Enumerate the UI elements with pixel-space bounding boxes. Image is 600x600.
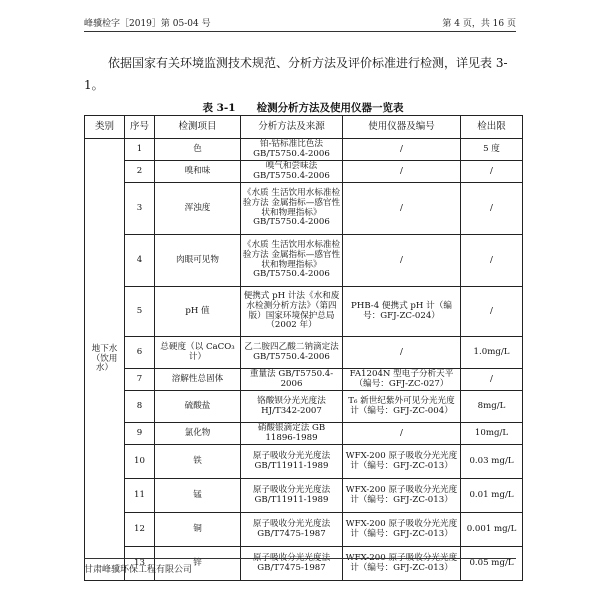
cell-instrument: /: [343, 423, 461, 445]
cell-item: 硫酸盐: [155, 391, 241, 423]
cell-no: 11: [125, 479, 155, 513]
table-row: [85, 287, 523, 337]
cell-limit: /: [461, 161, 523, 183]
cell-limit: /: [461, 235, 523, 287]
table-row: [85, 479, 523, 513]
cell-item: 铁: [155, 445, 241, 479]
cell-instrument: WFX-200 原子吸收分光光度计（编号：GFJ-ZC-013）: [343, 513, 461, 547]
page-header: [84, 16, 516, 32]
cell-method: 《水质 生活饮用水标准检验方法 金属指标—感官性状和物理指标》GB/T5750.4-2006: [241, 235, 343, 287]
table-row: [85, 513, 523, 547]
cell-no: 7: [125, 369, 155, 391]
cell-method: 乙二胺四乙酸二钠滴定法 GB/T5750.4-2006: [241, 337, 343, 369]
table-row: [85, 337, 523, 369]
header-no: 序号: [125, 116, 155, 139]
cell-item: 色: [155, 139, 241, 161]
cell-method: 原子吸收分光光度法 GB/T7475-1987: [241, 513, 343, 547]
cell-item: 肉眼可见物: [155, 235, 241, 287]
cell-instrument: /: [343, 235, 461, 287]
cell-instrument: /: [343, 337, 461, 369]
intro-paragraph: 依据国家有关环境监测技术规范、分析方法及评价标准进行检测，详见表 3-1。: [84, 56, 508, 92]
cell-item: 浑浊度: [155, 183, 241, 235]
cell-item: 嗅和味: [155, 161, 241, 183]
cell-limit: 5 度: [461, 139, 523, 161]
cell-instrument: WFX-200 原子吸收分光光度计（编号：GFJ-ZC-013）: [343, 479, 461, 513]
cell-method: 硝酸银滴定法 GB 11896-1989: [241, 423, 343, 445]
cell-no: 9: [125, 423, 155, 445]
cell-item: 氯化物: [155, 423, 241, 445]
table-header-row: [85, 116, 523, 139]
header-method: 分析方法及来源: [241, 116, 343, 139]
cell-no: 13: [125, 547, 155, 581]
cell-limit: 0.03 mg/L: [461, 445, 523, 479]
cell-item: 溶解性总固体: [155, 369, 241, 391]
cell-limit: 8mg/L: [461, 391, 523, 423]
cell-no: 10: [125, 445, 155, 479]
table-caption: 表 3-1 检测分析方法及使用仪器一览表: [202, 102, 404, 114]
cell-no: 6: [125, 337, 155, 369]
cell-method: 便携式 pH 计法《水和废水检测分析方法》（第四版）国家环境保护总局（2002 年）: [241, 287, 343, 337]
cell-no: 1: [125, 139, 155, 161]
cell-item: 锌: [155, 547, 241, 581]
cell-method: 原子吸收分光光度法 GB/T11911-1989: [241, 445, 343, 479]
cell-limit: 0.05 mg/L: [461, 547, 523, 581]
cell-method: 铂-钴标准比色法 GB/T5750.4-2006: [241, 139, 343, 161]
header-instrument: 使用仪器及编号: [343, 116, 461, 139]
cell-no: 5: [125, 287, 155, 337]
cell-instrument: WFX-200 原子吸收分光光度计（编号：GFJ-ZC-013）: [343, 445, 461, 479]
header-item: 检测项目: [155, 116, 241, 139]
cell-no: 3: [125, 183, 155, 235]
cell-instrument: PHB-4 便携式 pH 计（编号：GFJ-ZC-024）: [343, 287, 461, 337]
page-number: 第 4 页，共 16 页: [442, 19, 516, 29]
cell-method: 原子吸收分光光度法 GB/T11911-1989: [241, 479, 343, 513]
document-number: 峰骥检字［2019］第 05-04 号: [84, 19, 211, 29]
cell-item: pH 值: [155, 287, 241, 337]
cell-instrument: FA1204N 型电子分析天平（编号：GFJ-ZC-027）: [343, 369, 461, 391]
cell-item: 铜: [155, 513, 241, 547]
category-cell: 地下水（饮用水）: [85, 139, 125, 581]
cell-limit: 0.001 mg/L: [461, 513, 523, 547]
table-row: [85, 235, 523, 287]
table-row: [85, 445, 523, 479]
cell-limit: 10mg/L: [461, 423, 523, 445]
table-row: [85, 139, 523, 161]
cell-method: 原子吸收分光光度法 GB/T7475-1987: [241, 547, 343, 581]
cell-limit: 1.0mg/L: [461, 337, 523, 369]
cell-method: 《水质 生活饮用水标准检验方法 金属指标—感官性状和物理指标》GB/T5750.4-2006: [241, 183, 343, 235]
header-category: 类别: [85, 116, 125, 139]
cell-no: 12: [125, 513, 155, 547]
cell-method: 嗅气和尝味法 GB/T5750.4-2006: [241, 161, 343, 183]
cell-instrument: WFX-200 原子吸收分光光度计（编号：GFJ-ZC-013）: [343, 547, 461, 581]
cell-limit: /: [461, 287, 523, 337]
cell-no: 4: [125, 235, 155, 287]
cell-instrument: /: [343, 139, 461, 161]
cell-limit: /: [461, 369, 523, 391]
cell-item: 总硬度（以 CaCO₃计）: [155, 337, 241, 369]
header-limit: 检出限: [461, 116, 523, 139]
cell-limit: 0.01 mg/L: [461, 479, 523, 513]
page-footer: 甘肃峰骥环保工程有限公司: [84, 558, 516, 575]
cell-instrument: /: [343, 183, 461, 235]
table-row: [85, 423, 523, 445]
cell-limit: /: [461, 183, 523, 235]
cell-instrument: /: [343, 161, 461, 183]
cell-no: 2: [125, 161, 155, 183]
cell-instrument: T₆ 新世纪紫外可见分光光度计（编号：GFJ-ZC-004）: [343, 391, 461, 423]
table-row: [85, 183, 523, 235]
method-table: [84, 115, 523, 581]
table-row: [85, 161, 523, 183]
table-row: [85, 391, 523, 423]
cell-method: 铬酸钡分光光度法 HJ/T342-2007: [241, 391, 343, 423]
cell-no: 8: [125, 391, 155, 423]
cell-item: 锰: [155, 479, 241, 513]
cell-method: 重量法 GB/T5750.4-2006: [241, 369, 343, 391]
table-row: [85, 369, 523, 391]
